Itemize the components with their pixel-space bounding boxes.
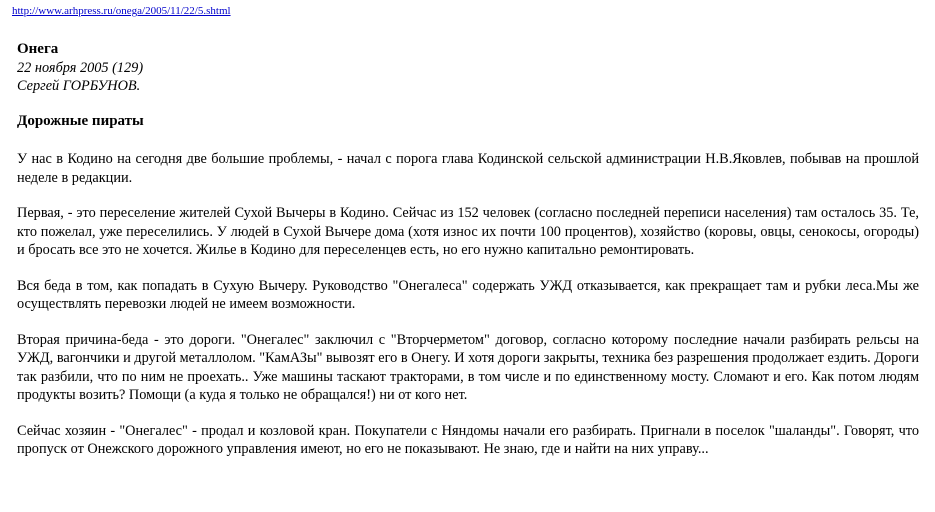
article-paragraph: Вся беда в том, как попадать в Сухую Вычеру. Руководство "Онегалеса" содержать УЖД отказывается, как прекращает там и рубки леса.Мы же осуществлять перевозки людей не имеем возможности. [17,277,919,312]
article-paragraph: Сейчас хозяин - "Онегалес" - продал и козловой кран. Покупатели с Няндомы начали его разбирать. Пригнали в поселок "шаланды". Говорят, что пропуск от Онежского дорожного управления имеют, но его не показывают. Не знаю, где и найти на них управу... [17,422,919,457]
author-name: Сергей ГОРБУНОВ. [17,78,141,94]
article-paragraph: У нас в Кодино на сегодня две большие проблемы, - начал с порога глава Кодинской сельской администрации Н.В.Яковлев, побывав на прошлой неделе в редакции. [17,151,919,186]
source-url-link[interactable]: http://www.arhpress.ru/onega/2005/11/22/5.shtml [12,5,231,17]
article-headline: Дорожные пираты [17,113,144,129]
article [17,40,919,459]
article-paragraph: Вторая причина-беда - это дороги. "Онегалес" заключил с "Вторчерметом" договор, согласно которому последние начали разбирать рельсы на УЖД, вагончики и другой металлолом. "КамАЗы" вывозят его в Онегу. И хотя дороги закрыты, техника без разрешения продолжает ездить. Дороги так разбили, что по ним не проехать.. Уже машины таскают тракторами, в том числе и по единственному мосту. Сломают и его. Как потом людям продукты возить? Помощи (а куда я только не обращался!) ни от кого нет. [17,331,919,403]
publication-title: Онега [17,41,59,57]
publication-date: 22 ноября 2005 (129) [17,60,144,76]
article-paragraph: Первая, - это переселение жителей Сухой Вычеры в Кодино. Сейчас из 152 человек (согласно последней переписи населения) там осталось 35. Те, кто пожелал, уже переселились. У людей в Сухой Вычере дома (хотя износ их почти 100 процентов), хозяйство (коровы, овцы, сенокосы, огороды) и бросать все это не хочется. Жилье в Кодино для переселенцев есть, но его нужно капитально ремонтировать. [17,205,919,258]
